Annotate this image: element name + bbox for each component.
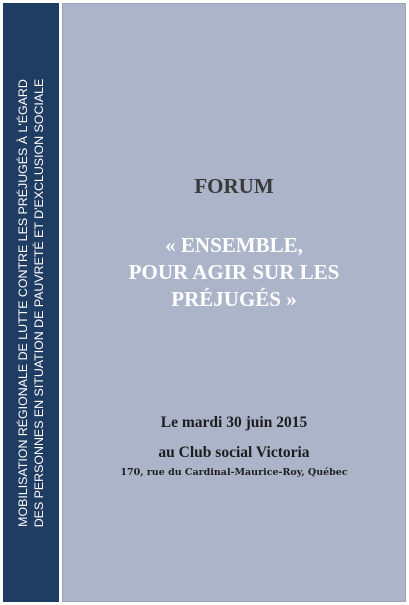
event-date: Le mardi 30 juin 2015 (160, 414, 308, 431)
forum-title-line-2: POUR AGIR SUR LES (128, 260, 340, 284)
forum-title (62, 232, 406, 313)
event-venue: au Club social Victoria (158, 444, 310, 461)
side-banner-line-2: DES PERSONNES EN SITUATION DE PAUVRETÉ ET D'EXCLUSION SOCIALE (32, 78, 46, 528)
event-address: 170, rue du Cardinal-Maurice-Roy, Québec (120, 467, 348, 478)
forum-title-line-3: PRÉJUGÉS » (171, 287, 297, 311)
forum-title-line-1: « ENSEMBLE, (165, 233, 303, 257)
main-panel (62, 3, 406, 602)
side-banner-text (15, 8, 47, 598)
side-banner-line-1: MOBILISATION RÉGIONALE DE LUTTE CONTRE LES PRÉJUGÉS À L'ÉGARD (16, 79, 30, 527)
forum-label: FORUM (194, 174, 274, 198)
side-banner (3, 3, 59, 602)
